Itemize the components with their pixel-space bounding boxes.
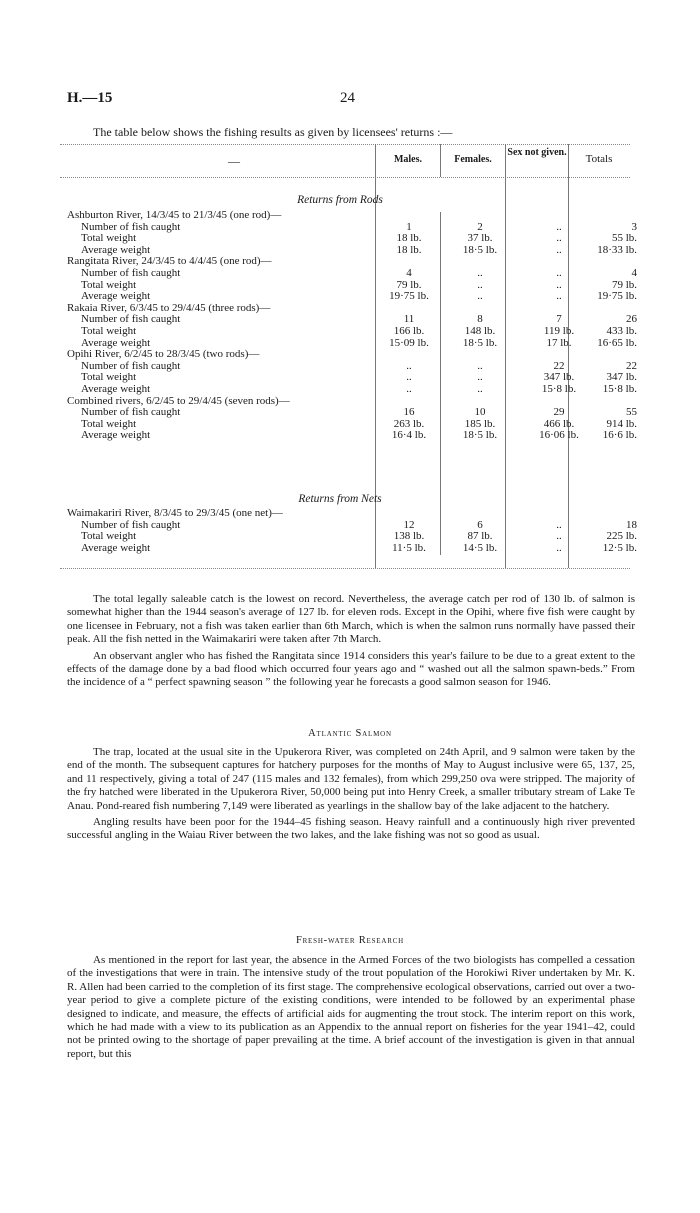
cell-sng: 119 lb.	[543, 325, 575, 337]
row-label: Total weight	[81, 417, 137, 430]
body-paragraphs-2	[67, 746, 635, 843]
cell-females: 185 lb.	[464, 417, 496, 430]
group-title-text: Waimakariri River, 8/3/45 to 29/3/45 (one net)—	[67, 507, 283, 519]
header-females: Females.	[454, 154, 492, 165]
cell-males: 12	[403, 518, 415, 531]
cell-total: 22	[626, 359, 637, 372]
cell-males: ..	[406, 371, 412, 384]
cell-sng: 22	[553, 359, 565, 372]
table-bottom-rule	[60, 568, 630, 569]
group-title-text: Combined rivers, 6/2/45 to 29/4/45 (seven rods)—	[67, 394, 290, 407]
table-row	[67, 359, 637, 372]
paragraph: An observant angler who has fished the Rangitata since 1914 considers this year's failure to be due to a great extent to the effects of the damage done by a bad flood which occurred four years ago and “ washed out all the salmon spawn-beds.” From the incidence of a “ perfect spawning season ” the following year he forecasts a good salmon season for 1946.	[67, 649, 635, 689]
row-label: Average weight	[81, 429, 151, 442]
cell-females: 6	[477, 518, 483, 531]
table-row	[67, 325, 637, 337]
page-number: 24	[340, 90, 355, 106]
cell-females: 18·5 lb.	[462, 243, 498, 256]
cell-males: 18 lb.	[396, 232, 422, 245]
cell-females: 10	[474, 406, 486, 419]
table-row	[67, 243, 637, 256]
heading-fresh-water-research: Fresh-water Research	[295, 935, 405, 946]
row-label: Average weight	[81, 243, 151, 256]
cell-males: 11·5 lb.	[392, 541, 426, 554]
cell-males: 18 lb.	[396, 243, 422, 256]
table-row	[67, 313, 637, 326]
cell-sng: 347 lb.	[543, 371, 575, 384]
cell-males: 16·4 lb.	[391, 429, 427, 442]
table-row	[67, 232, 637, 245]
group-title	[67, 256, 627, 267]
row-label: Total weight	[81, 232, 137, 245]
group-title	[67, 396, 627, 407]
cell-females: ..	[477, 290, 483, 303]
table-row	[67, 541, 637, 554]
cell-females: 148 lb.	[464, 325, 496, 337]
group-title	[67, 303, 627, 314]
cell-females: 2	[477, 220, 483, 233]
row-label: Total weight	[81, 530, 137, 543]
cell-sng: ..	[556, 278, 562, 291]
row-label: Number of fish caught	[81, 406, 181, 419]
cell-females: 87 lb.	[467, 530, 493, 543]
cell-total: 55	[626, 406, 637, 419]
cell-sng: ..	[556, 220, 562, 233]
table-row	[67, 530, 637, 543]
cell-total: 914 lb.	[606, 417, 637, 430]
paragraph: The total legally saleable catch is the lowest on record. Nevertheless, the average catch per rod of 130 lb. of salmon is somewhat higher than the 1944 season's average of 127 lb. for eleven rods. Except in the Opihi, where five fish were caught by one licensee in February, not a fish was taken earlier than 6th March, which is when the salmon runs normally have passed their peak. All the fish netted in the Waimakariri were taken after 7th March.	[67, 593, 635, 646]
body-paragraphs-3	[67, 954, 635, 1061]
row-label: Total weight	[81, 325, 137, 337]
report-id: H.—15	[67, 90, 113, 106]
header-totals: Totals	[585, 153, 613, 165]
heading-atlantic-salmon: Atlantic Salmon	[308, 728, 392, 739]
row-label: Average weight	[81, 541, 151, 554]
cell-total: 12·5 lb.	[602, 541, 637, 554]
cell-sng: ..	[556, 530, 562, 543]
table-row	[67, 336, 637, 349]
cell-sng: ..	[556, 518, 562, 531]
cell-total: 16·6 lb.	[602, 429, 637, 442]
table-row	[67, 518, 637, 531]
table-row	[67, 417, 637, 430]
cell-females: ..	[477, 371, 483, 384]
section-title-rods: Returns from Rods	[297, 194, 383, 206]
cell-males: 16	[403, 406, 415, 419]
cell-total: 16·65 lb.	[597, 336, 637, 349]
cell-males: 15·09 lb.	[389, 336, 429, 349]
cell-total: 18	[626, 518, 637, 531]
cell-sng: 466 lb.	[543, 417, 575, 430]
row-label: Average weight	[81, 290, 151, 303]
paragraph: Angling results have been poor for the 1944–45 fishing season. Heavy rainfull and a continuously high river prevented successful angling in the Waiau River between the two lakes, and the lake fishing was not so good as usual.	[67, 816, 635, 842]
row-label: Number of fish caught	[81, 220, 181, 233]
table-row	[67, 371, 637, 384]
paragraph: As mentioned in the report for last year, the absence in the Armed Forces of the two biologists has compelled a cessation of the investigations that were in train. The intensive study of the trout population of the Horokiwi River undertaken by Mr. K. R. Allen had been carried to the completion of its first stage. The comprehensive ecological observations, carried out over a two-year period to give a complete picture of the existing conditions, were intended to be followed by an experimental phase designed to indicate, and measure, the effects of artificial aids for augmenting the trout stock. The interim report on this work, which he had made with a view to its publication as an Appendix to the annual report on fisheries for the year 1941–42, could not be printed owing to the shortage of paper prevailing at the time. A brief account of the investigation is given in that annual report, but this	[67, 954, 635, 1060]
cell-females: 14·5 lb.	[462, 541, 498, 554]
table-row	[67, 278, 637, 291]
cell-sng: ..	[556, 541, 562, 554]
cell-total: 433 lb.	[606, 325, 637, 337]
table-row	[67, 429, 637, 442]
cell-total: 225 lb.	[606, 530, 637, 543]
group-title-text: Rakaia River, 6/3/45 to 29/4/45 (three rods)—	[67, 301, 271, 314]
cell-sng: 7	[556, 313, 562, 326]
cell-females: 8	[477, 313, 483, 326]
row-label: Number of fish caught	[81, 359, 181, 372]
cell-sng: ..	[556, 267, 562, 279]
table-row	[67, 220, 637, 233]
cell-total: 347 lb.	[606, 371, 637, 384]
cell-females: ..	[477, 278, 483, 291]
cell-females: 37 lb.	[467, 232, 493, 245]
cell-total: 4	[631, 267, 637, 279]
cell-sng: ..	[556, 243, 562, 256]
header-sex-not-given: Sex not given.	[507, 147, 567, 158]
cell-females: 18·5 lb.	[462, 336, 498, 349]
cell-females: ..	[477, 267, 483, 279]
cell-sng: 15·8 lb.	[541, 383, 577, 395]
cell-males: ..	[406, 383, 412, 395]
row-label: Number of fish caught	[81, 518, 181, 531]
cell-total: 55 lb.	[611, 232, 637, 245]
row-label: Average weight	[81, 383, 151, 395]
section-title-nets: Returns from Nets	[298, 493, 382, 505]
cell-sng: ..	[556, 232, 562, 245]
row-label: Total weight	[81, 371, 137, 384]
table-intro: The table below shows the fishing results as given by licensees' returns :—	[93, 125, 453, 139]
cell-males: 19·75 lb.	[389, 290, 429, 303]
table-row	[67, 267, 637, 279]
header-males: Males.	[393, 154, 423, 165]
table-top-rule	[60, 144, 630, 145]
group-title	[67, 210, 627, 221]
group-title	[67, 508, 627, 519]
table-row	[67, 290, 637, 303]
cell-sng: 17 lb.	[546, 336, 572, 349]
body-paragraphs-1	[67, 593, 635, 690]
cell-males: ..	[406, 359, 412, 372]
table-row	[67, 383, 637, 395]
cell-males: 79 lb.	[396, 278, 422, 291]
cell-sng: 16·06 lb.	[539, 429, 579, 442]
cell-females: ..	[477, 359, 483, 372]
row-label: Average weight	[81, 336, 151, 349]
table-row	[67, 406, 637, 419]
cell-total: 26	[626, 313, 637, 326]
row-label: Number of fish caught	[81, 267, 181, 279]
cell-sng: ..	[556, 290, 562, 303]
cell-total: 79 lb.	[611, 278, 637, 291]
group-title	[67, 349, 627, 360]
row-label: Total weight	[81, 278, 137, 291]
cell-total: 19·75 lb.	[597, 290, 637, 303]
cell-males: 1	[406, 220, 412, 233]
cell-total: 18·33 lb.	[597, 243, 637, 256]
header-blank: —	[228, 154, 240, 168]
cell-males: 11	[403, 313, 415, 326]
group-title-text: Opihi River, 6/2/45 to 28/3/45 (two rods)—	[67, 348, 260, 361]
table-header-rule	[60, 177, 630, 178]
paragraph: The trap, located at the usual site in the Upukerora River, was completed on 24th April, and 9 salmon were taken by the end of the month. The subsequent captures for hatchery purposes for the months of May to August inclusive were 65, 137, 25, and 11 respectively, giving a total of 247 (115 males and 132 females), from which 299,250 ova were stripped. The majority of the fry hatched were liberated in the Upukerora River, 50,000 being put into Henry Creek, a smaller tributary stream of Lake Te Anau. Pond-reared fish numbering 7,149 were liberated as yearlings in the shallow bay of the lake adjacent to the hatchery.	[67, 746, 635, 812]
cell-males: 263 lb.	[393, 417, 425, 430]
cell-males: 166 lb.	[393, 325, 425, 337]
row-label: Number of fish caught	[81, 313, 181, 326]
group-title-text: Ashburton River, 14/3/45 to 21/3/45 (one rod)—	[67, 209, 282, 221]
cell-males: 4	[406, 267, 412, 279]
cell-total: 3	[631, 220, 637, 233]
cell-females: ..	[477, 383, 483, 395]
cell-males: 138 lb.	[393, 530, 425, 543]
group-title-text: Rangitata River, 24/3/45 to 4/4/45 (one rod)—	[67, 255, 272, 268]
cell-total: 15·8 lb.	[602, 383, 637, 395]
cell-sng: 29	[553, 406, 565, 419]
cell-females: 18·5 lb.	[462, 429, 498, 442]
